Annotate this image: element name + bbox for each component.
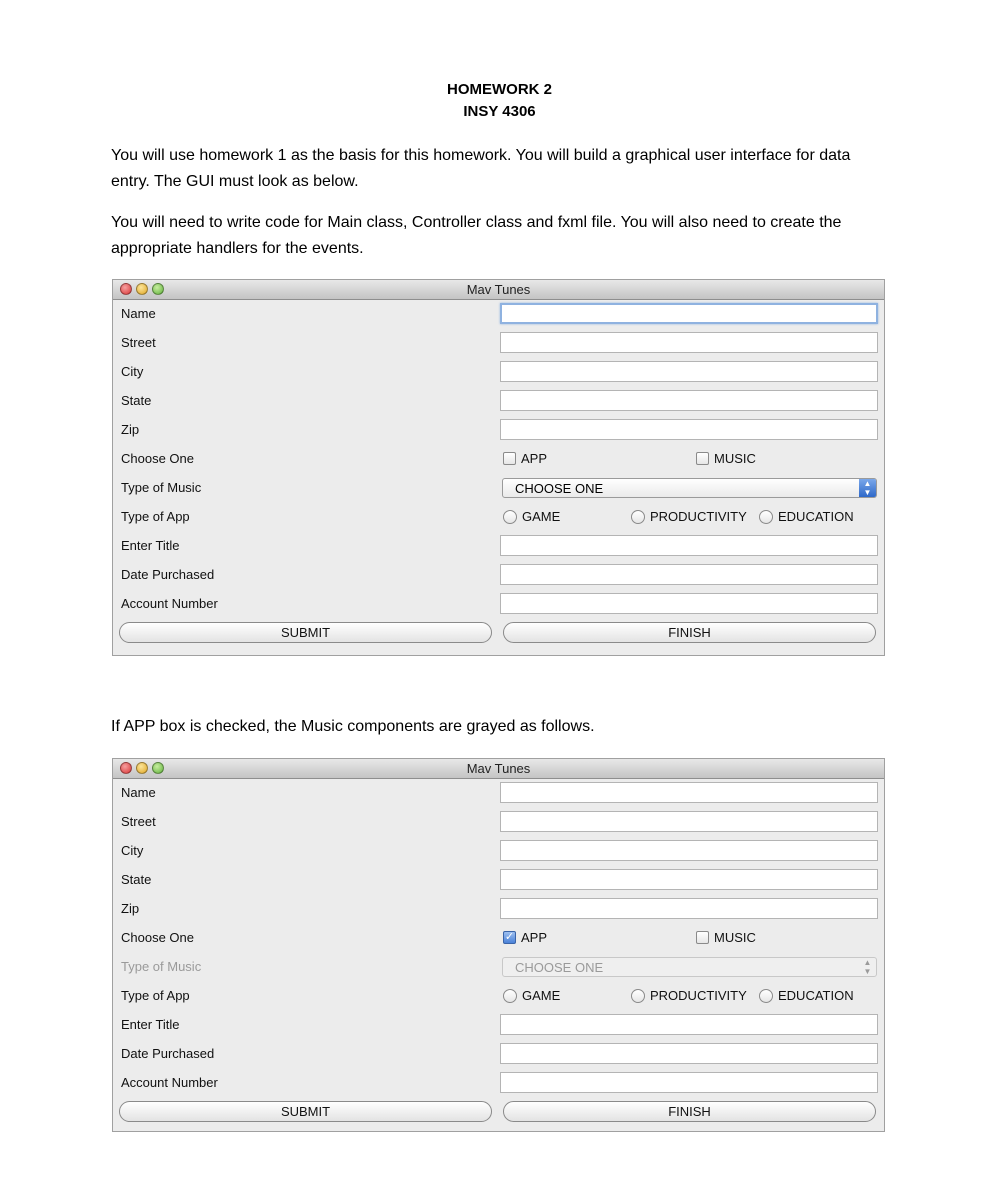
music-checkbox[interactable] xyxy=(696,451,756,466)
state-label: State xyxy=(121,393,152,408)
account-number-field[interactable] xyxy=(500,1072,878,1093)
submit-button[interactable]: SUBMIT xyxy=(119,1101,492,1122)
state-label: State xyxy=(121,872,152,887)
street-label: Street xyxy=(121,814,156,829)
submit-button[interactable]: SUBMIT xyxy=(119,622,492,643)
type-of-music-label: Type of Music xyxy=(121,480,202,495)
productivity-radio[interactable] xyxy=(631,988,747,1003)
radio-icon xyxy=(759,989,773,1003)
choose-one-label: Choose One xyxy=(121,930,194,945)
education-radio-label: EDUCATION xyxy=(778,509,854,524)
account-number-field[interactable] xyxy=(500,593,878,614)
radio-icon xyxy=(503,510,517,524)
app-checkbox-label: APP xyxy=(521,451,548,466)
window-title: Mav Tunes xyxy=(466,761,531,776)
enter-title-label: Enter Title xyxy=(121,538,180,553)
state-field[interactable] xyxy=(500,390,878,411)
zip-label: Zip xyxy=(121,901,140,916)
music-checkbox[interactable] xyxy=(696,930,756,945)
radio-icon xyxy=(503,989,517,1003)
music-type-select[interactable] xyxy=(502,478,877,498)
date-purchased-field[interactable] xyxy=(500,1043,878,1064)
name-field[interactable] xyxy=(500,782,878,803)
radio-icon xyxy=(631,510,645,524)
heading-line-2: INSY 4306 xyxy=(463,103,536,120)
window-titlebar xyxy=(113,280,884,300)
intro-paragraph: You will use homework 1 as the basis for this homework. You will build a graphical user interface for data entry. The GUI must look as below. xyxy=(111,147,851,190)
account-number-label: Account Number xyxy=(121,1075,218,1090)
education-radio-label: EDUCATION xyxy=(778,988,854,1003)
zip-field[interactable] xyxy=(500,419,878,440)
productivity-radio[interactable] xyxy=(631,509,747,524)
mav-tunes-window-default xyxy=(112,279,885,656)
app-checkbox[interactable] xyxy=(503,451,547,466)
app-checkbox-label: APP xyxy=(521,930,548,945)
street-field[interactable] xyxy=(500,332,878,353)
date-purchased-label: Date Purchased xyxy=(121,567,215,582)
choose-one-label: Choose One xyxy=(121,451,194,466)
finish-button[interactable]: FINISH xyxy=(503,1101,876,1122)
name-field[interactable] xyxy=(500,303,878,324)
music-checkbox-label: MUSIC xyxy=(714,930,756,945)
game-radio-label: GAME xyxy=(522,988,561,1003)
zip-label: Zip xyxy=(121,422,140,437)
checkbox-icon xyxy=(503,452,516,465)
city-field[interactable] xyxy=(500,361,878,382)
title-field[interactable] xyxy=(500,1014,878,1035)
game-radio-label: GAME xyxy=(522,509,561,524)
window-title: Mav Tunes xyxy=(466,282,531,297)
checkmark-icon: ✓ xyxy=(504,931,515,943)
music-type-value: CHOOSE ONE xyxy=(515,960,604,975)
music-checkbox-label: MUSIC xyxy=(714,451,756,466)
window-titlebar xyxy=(113,759,884,779)
enter-title-label: Enter Title xyxy=(121,1017,180,1032)
city-field[interactable] xyxy=(500,840,878,861)
city-label: City xyxy=(121,364,144,379)
type-of-app-label: Type of App xyxy=(121,988,190,1003)
radio-icon xyxy=(759,510,773,524)
state-field[interactable] xyxy=(500,869,878,890)
date-purchased-field[interactable] xyxy=(500,564,878,585)
grayed-paragraph: If APP box is checked, the Music components are grayed as follows. xyxy=(111,718,595,735)
game-radio[interactable] xyxy=(503,509,560,524)
music-type-value: CHOOSE ONE xyxy=(515,481,604,496)
street-field[interactable] xyxy=(500,811,878,832)
game-radio[interactable] xyxy=(503,988,560,1003)
checkbox-icon xyxy=(696,452,709,465)
type-of-music-label: Type of Music xyxy=(121,959,202,974)
checkbox-icon xyxy=(696,931,709,944)
radio-icon xyxy=(631,989,645,1003)
up-down-arrows-icon: ▲ ▼ xyxy=(859,479,876,497)
street-label: Street xyxy=(121,335,156,350)
education-radio[interactable] xyxy=(759,509,854,524)
mav-tunes-window-app-checked xyxy=(112,758,885,1132)
up-down-arrows-icon: ▲ ▼ xyxy=(863,958,872,976)
productivity-radio-label: PRODUCTIVITY xyxy=(650,509,747,524)
account-number-label: Account Number xyxy=(121,596,218,611)
title-field[interactable] xyxy=(500,535,878,556)
finish-button[interactable]: FINISH xyxy=(503,622,876,643)
music-type-select xyxy=(502,957,877,977)
date-purchased-label: Date Purchased xyxy=(121,1046,215,1061)
app-checkbox[interactable] xyxy=(503,930,547,945)
city-label: City xyxy=(121,843,144,858)
productivity-radio-label: PRODUCTIVITY xyxy=(650,988,747,1003)
type-of-app-label: Type of App xyxy=(121,509,190,524)
heading-line-1: HOMEWORK 2 xyxy=(447,81,552,98)
name-label: Name xyxy=(121,306,156,321)
zip-field[interactable] xyxy=(500,898,878,919)
name-label: Name xyxy=(121,785,156,800)
instructions-paragraph: You will need to write code for Main class, Controller class and fxml file. You will also need to create the appropriate handlers for the events. xyxy=(111,214,842,257)
education-radio[interactable] xyxy=(759,988,854,1003)
